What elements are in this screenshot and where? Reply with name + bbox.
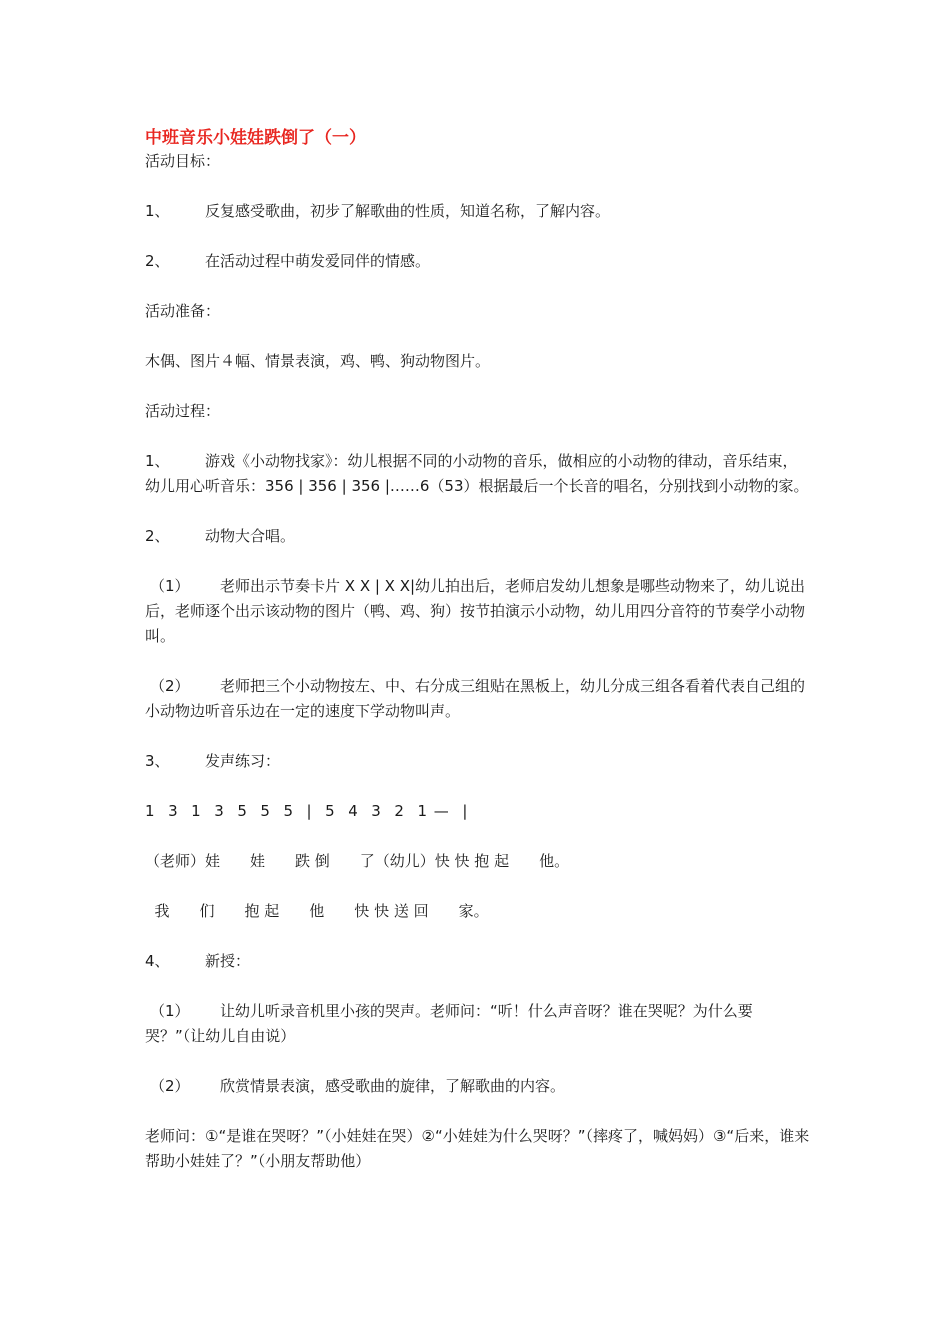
substep-2-1: [145, 574, 810, 649]
process-heading: 活动过程：: [145, 402, 221, 420]
step-number: 3、: [145, 752, 170, 770]
substep-4-2: [145, 1074, 810, 1099]
substep-4-1: [145, 999, 810, 1049]
goal-item-1: [145, 199, 810, 224]
step-item-1: [145, 449, 810, 499]
document-page: [145, 127, 810, 1174]
prep-heading: 活动准备：: [145, 302, 221, 320]
substep-number: （2）: [150, 1077, 190, 1095]
goal-item-2: [145, 249, 810, 274]
step-number: 4、: [145, 952, 170, 970]
step-text: 发声练习：: [205, 752, 281, 770]
goals-heading: 活动目标：: [145, 152, 221, 170]
substep-text: 老师出示节奏卡片 X X | X X|幼儿拍出后，老师启发幼儿想象是哪些动物来了，幼儿说出后，老师逐个出示该动物的图片（鸭、鸡、狗）按节拍演示小动物，幼儿用四分音符的节奏学小动物叫。: [145, 577, 806, 645]
goal-number: 2、: [145, 252, 170, 270]
step-item-3: [145, 749, 810, 774]
goal-text: 反复感受歌曲，初步了解歌曲的性质，知道名称，了解内容。: [205, 202, 611, 220]
substep-number: （1）: [150, 1002, 190, 1020]
substep-number: （2）: [150, 677, 190, 695]
goal-number: 1、: [145, 202, 170, 220]
step-number: 1、: [145, 452, 170, 470]
step-text: 动物大合唱。: [205, 527, 296, 545]
substep-text: 老师把三个小动物按左、中、右分成三组贴在黑板上，幼儿分成三组各看着代表自己组的小动物边听音乐边在一定的速度下学动物叫声。: [145, 677, 806, 720]
substep-2-2: [145, 674, 810, 724]
substep-text: 让幼儿听录音机里小孩的哭声。老师问：“听！什么声音呀？谁在哭呢？为什么要哭？”（让幼儿自由说）: [145, 1002, 753, 1045]
step-item-4: [145, 949, 810, 974]
goal-text: 在活动过程中萌发爱同伴的情感。: [205, 252, 431, 270]
teacher-questions: 老师问：①“是谁在哭呀？”（小娃娃在哭）②“小娃娃为什么哭呀？”（摔疼了，喊妈妈）③“后来，谁来帮助小娃娃了？”（小朋友帮助他）: [145, 1127, 810, 1170]
prep-text: 木偶、图片４幅、情景表演，鸡、鸭、狗动物图片。: [145, 352, 491, 370]
lyric-line-1: （老师）娃 娃 跌 倒 了（幼儿）快 快 抱 起 他。: [145, 852, 570, 870]
step-item-2: [145, 524, 810, 549]
lyric-line-2: 我 们 抱 起 他 快 快 送 回 家。: [145, 902, 489, 920]
substep-text: 欣赏情景表演，感受歌曲的旋律，了解歌曲的内容。: [220, 1077, 566, 1095]
document-title: 中班音乐小娃娃跌倒了（一）: [145, 128, 366, 148]
substep-number: （1）: [150, 577, 190, 595]
music-notation: 1 3 1 3 5 5 5 | 5 4 3 2 1 — |: [145, 802, 468, 820]
step-number: 2、: [145, 527, 170, 545]
step-text: 游戏《小动物找家》：幼儿根据不同的小动物的音乐，做相应的小动物的律动，音乐结束，幼儿用心听音乐：356 | 356 | 356 |……6（53）根据最后一个长音的唱名，分别找到小动物的家。: [145, 452, 809, 495]
step-text: 新授：: [205, 952, 251, 970]
